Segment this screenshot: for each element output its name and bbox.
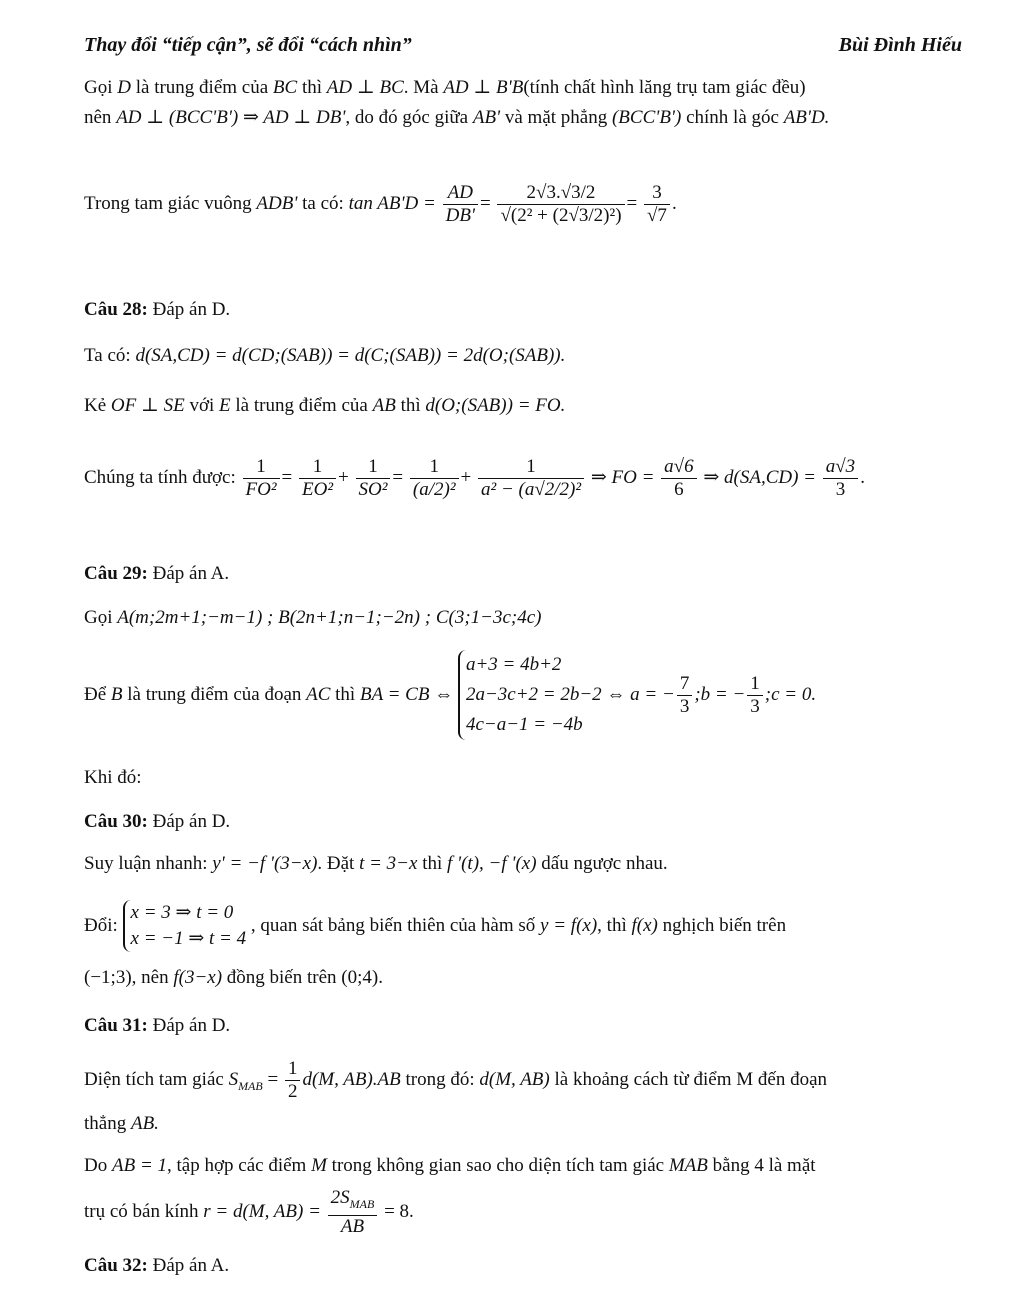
q28-line1: Ta có: d(SA,CD) = d(CD;(SAB)) = d(C;(SAB)) = 2d(O;(SAB)). bbox=[84, 345, 566, 366]
q31-line4: trụ có bán kính r = d(M, AB) = $\frac{2S_{MAB}}{AB}$ = 8. bbox=[84, 1187, 414, 1238]
page-header bbox=[84, 34, 962, 57]
q31-line2: thẳng AB. bbox=[84, 1113, 159, 1134]
q28-heading: Câu 28: Đáp án D. bbox=[84, 299, 231, 320]
p2-tan-formula: Trong tam giác vuông ADB' ta có: tan AB'D = $\frac{AD}{DB'}$ = $\frac{2√3.√3/2}{\text{√(2² + (2√3/2)²)}}$ = $\frac{3}{√7}$ . bbox=[84, 182, 677, 227]
header-author: Bùi Đình Hiếu bbox=[838, 34, 962, 56]
frac-ad-db: $\frac{AD}{DB'}$ bbox=[443, 182, 478, 227]
q29-heading: Câu 29: Đáp án A. bbox=[84, 563, 230, 584]
frac-tan-value: $\frac{2√3.√3/2}{\text{√(2² + (2√3/2)²)}}$ bbox=[497, 182, 624, 227]
q31-line1: Diện tích tam giác $S_{MAB}$ = $\frac{1}{2}$ d(M, AB).AB trong đó: d(M, AB) là khoảng cách từ điểm M đến đoạn bbox=[84, 1058, 828, 1103]
q28-line3: Chúng ta tính được: $\frac{1}{\text{FO²}}$ = $\frac{1}{\text{EO²}}$ + $\frac{1}{\text{SO²}}$ = $\frac{1}{\text{(a/2)²}}$ + $\frac{1}{\text{a² − (a√2/2)²}}$ ⇒ FO = $\frac{a√6}{6}$ ⇒ d(SA,CD) = $\frac{a√3}{3}$ . bbox=[84, 456, 865, 501]
q30-line1: Suy luận nhanh: y' = −f '(3−x). Đặt t = 3−x thì f '(t), −f '(x) dấu ngược nhau. bbox=[84, 853, 668, 874]
q32-heading: Câu 32: Đáp án A. bbox=[84, 1255, 230, 1276]
q31-line3: Do AB = 1, tập hợp các điểm M trong không gian sao cho diện tích tam giác MAB bằng 4 là mặt bbox=[84, 1155, 816, 1176]
p1-line2: nên AD ⊥ (BCC'B') ⇒ AD ⊥ DB', do đó góc giữa AB' và mặt phẳng (BCC'B') chính là góc AB'D. bbox=[84, 107, 830, 128]
q28-line2: Kẻ OF ⊥ SE với E là trung điểm của AB thì d(O;(SAB)) = FO. bbox=[84, 395, 566, 416]
p1-line1: Gọi D là trung điểm của BC thì AD ⊥ BC. Mà AD ⊥ B'B(tính chất hình lăng trụ tam giác đều) bbox=[84, 77, 806, 98]
header-left: Thay đổi “tiếp cận”, sẽ đổi “cách nhìn” bbox=[84, 34, 412, 56]
q29-line3: Khi đó: bbox=[84, 767, 142, 788]
q30-heading: Câu 30: Đáp án D. bbox=[84, 811, 231, 832]
q29-line1: Gọi A(m;2m+1;−m−1) ; B(2n+1;n−1;−2n) ; C(3;1−3c;4c) bbox=[84, 607, 542, 628]
q30-line2: Đổi: x = 3 ⇒ t = 0 x = −1 ⇒ t = 4 , quan sát bảng biến thiên của hàm số y = f(x), thì f(x) nghịch biến trên bbox=[84, 900, 962, 952]
frac-3-sqrt7: $\frac{3}{√7}$ bbox=[644, 182, 670, 227]
q31-heading: Câu 31: Đáp án D. bbox=[84, 1015, 231, 1036]
q30-line3: (−1;3), nên f(3−x) đồng biến trên (0;4). bbox=[84, 967, 383, 988]
q29-line2: Để B là trung điểm của đoạn AC thì BA = CB ⇔ a+3 = 4b+2 2a−3c+2 = 2b−2 4c−a−1 = −4b ⇔ a = − $\frac{7}{3}$ ;b = − $\frac{1}{3}$ ;c = 0. bbox=[84, 650, 962, 740]
q29-system: a+3 = 4b+2 2a−3c+2 = 2b−2 4c−a−1 = −4b bbox=[458, 650, 602, 740]
